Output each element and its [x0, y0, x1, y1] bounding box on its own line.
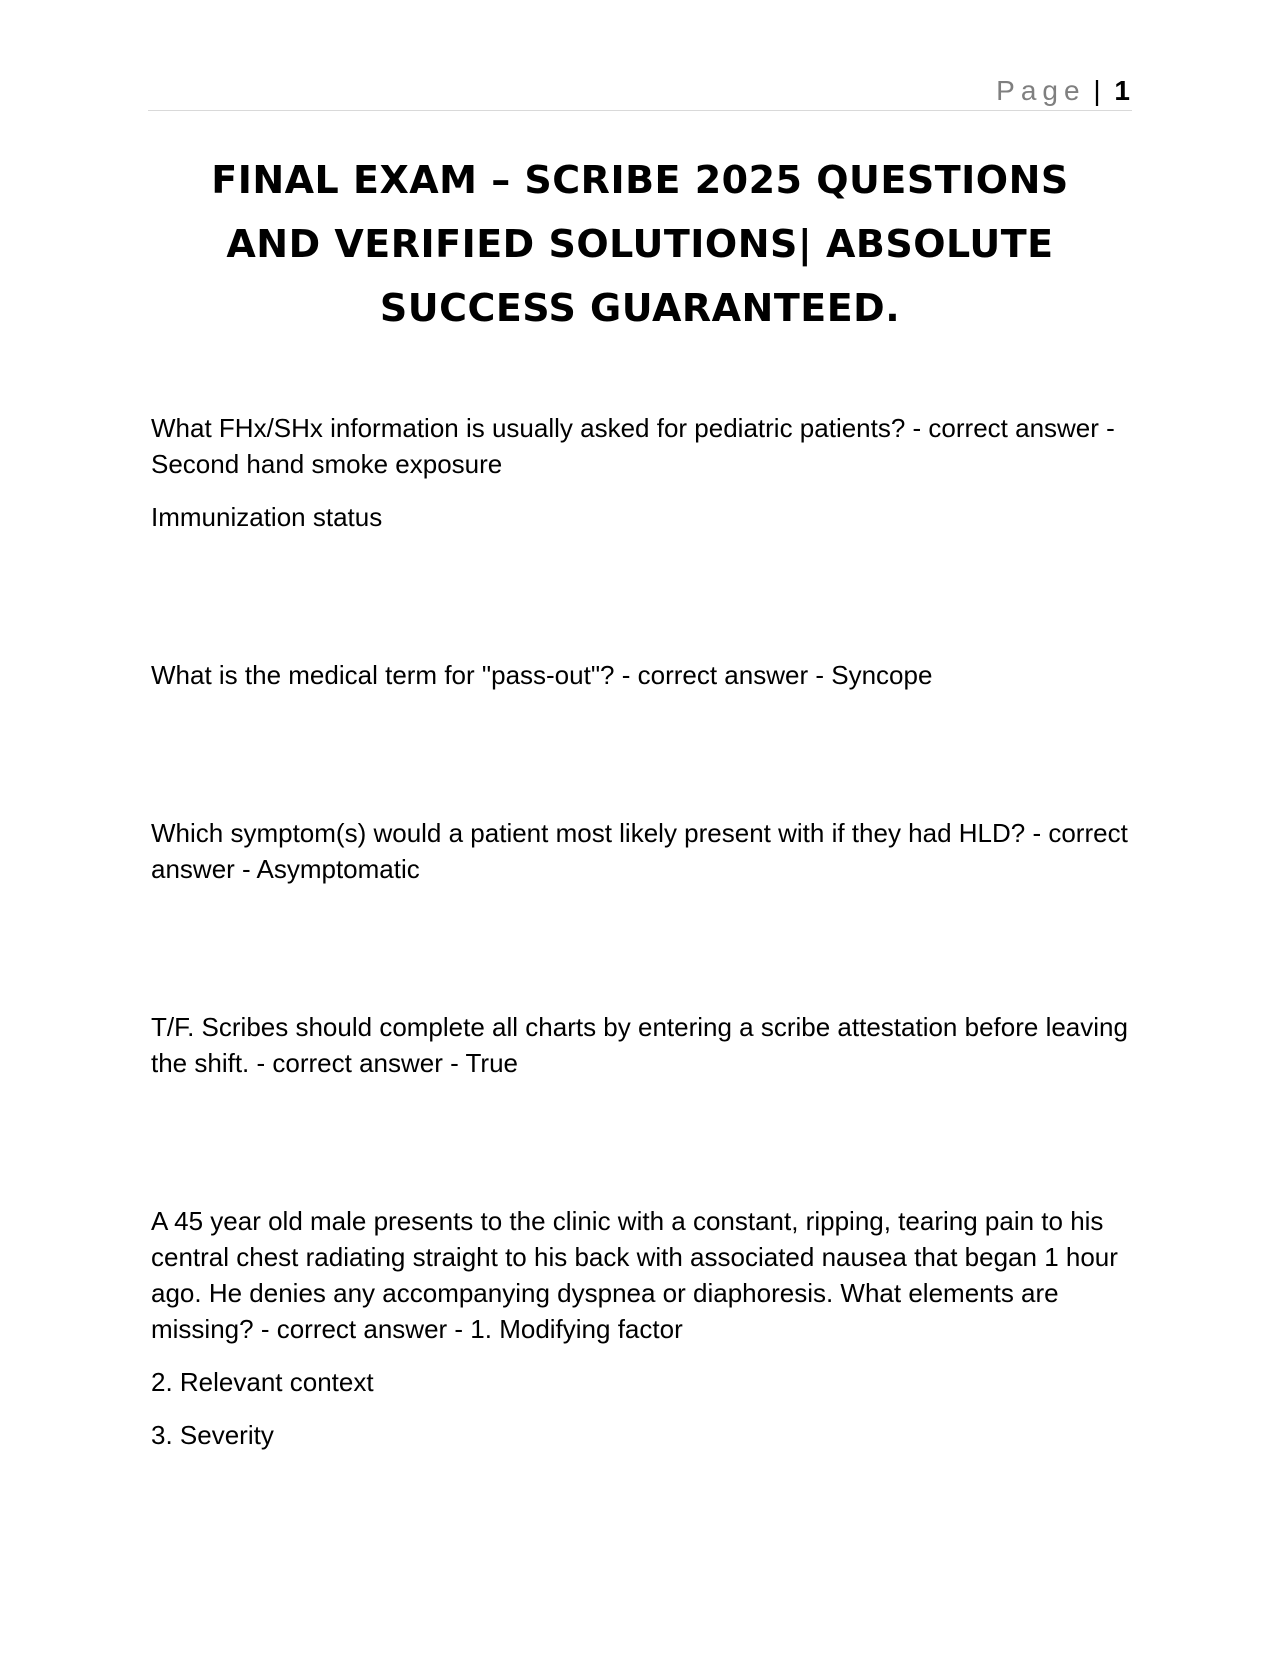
question-text: What is the medical term for "pass-out"? - correct answer - Syncope: [151, 660, 933, 690]
question-block: [151, 410, 1131, 535]
question-text: T/F. Scribes should complete all charts by entering a scribe attestation before leaving the shift. - correct answer - True: [151, 1012, 1128, 1078]
page-separator: |: [1093, 75, 1101, 106]
title-line-1: FINAL EXAM – SCRIBE 2025 QUESTIONS: [211, 158, 1069, 202]
question-text: A 45 year old male presents to the clinic with a constant, ripping, tearing pain to his central chest radiating straight to his back with associated nausea that began 1 hour ago. He denies any accompanying dyspnea or diaphoresis. What elements are missing? - correct answer - 1. Modifying factor: [151, 1206, 1118, 1344]
question-list: [151, 410, 1131, 1453]
answer-continuation: 2. Relevant context: [151, 1367, 374, 1397]
title-line-3: SUCCESS GUARANTEED.: [379, 286, 901, 330]
page-word: Page: [996, 75, 1086, 106]
page-header: [148, 72, 1132, 111]
page-number-label: [996, 74, 1130, 108]
title-line-2: AND VERIFIED SOLUTIONS| ABSOLUTE: [226, 222, 1054, 266]
answer-continuation: Immunization status: [151, 502, 383, 532]
question-text: What FHx/SHx information is usually asked for pediatric patients? - correct answer - Second hand smoke exposure: [151, 413, 1115, 479]
question-text: Which symptom(s) would a patient most likely present with if they had HLD? - correct answer - Asymptomatic: [151, 818, 1128, 884]
answer-continuation: 3. Severity: [151, 1420, 274, 1450]
question-block: [151, 815, 1131, 887]
question-block: [151, 657, 1131, 693]
question-block: [151, 1203, 1131, 1453]
question-block: [151, 1009, 1131, 1081]
document-title: [148, 148, 1132, 340]
page-number: 1: [1114, 75, 1130, 106]
